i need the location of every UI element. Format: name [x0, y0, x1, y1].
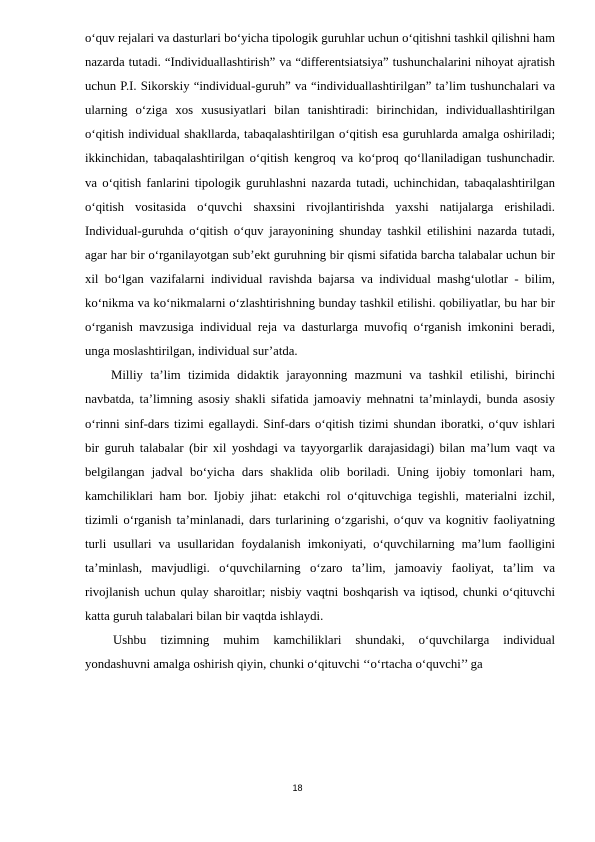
paragraph-3: Ushbu tizimning muhim kamchiliklari shundaki, o‘quvchilarga individual yondashuvni amalga oshirish qiyin, chunki o‘qituvchi ‘‘o‘rtacha o‘quvchi’’ ga [85, 633, 555, 672]
paragraph-1: o‘quv rejalari va dasturlari bo‘yicha tipologik guruhlar uchun o‘qitishni tashkil qilishni ham nazarda tutadi. “Individuallashtirish” va “differentsiatsiya” tushunchalarini nihoyat ajratish uchun P.I. Sikorskiy “individual-guruh” va “individuallashtirilgan” ta’lim tushunchalari va ularning o‘ziga xos xususiyatlari bilan tanishtiradi: birinchidan, individuallashtirilgan o‘qitish individual shakllarda, tabaqalashtirilgan o‘qitish esa guruhlarda amalga oshiriladi; ikkinchidan, tabaqalashtirilgan o‘qitish kengroq va ko‘proq qo‘llaniladigan tushunchadir. va o‘qitish fanlarini tipologik guruhlashni nazarda tutadi, uchinchidan, tabaqalashtirilgan o‘qitish vositasida o‘quvchi shaxsini rivojlantirishda yaxshi natijalarga erishiladi. Individual-guruhda o‘qitish o‘quv jarayonining shunday tashkil etilishini nazarda tutadi, agar har bir o‘rganilayotgan sub’ekt guruhning bir qismi sifatida barcha talabalar uchun bir xil bo‘lgan vazifalarni individual ravishda bajarsa va individual mashg‘ulotlar - bilim, ko‘nikma va ko‘nikmalarni o‘zlashtirishning bunday tashkil etilishi. qobiliyatlar, bu har bir o‘rganish mavzusiga individual reja va dasturlarga muvofiq o‘rganish imkonini beradi, unga moslashtirilgan, individual sur’atda. [85, 31, 555, 359]
body-text [85, 26, 555, 677]
page-number: 18 [292, 783, 303, 793]
paragraph-2: Milliy ta’lim tizimida didaktik jarayonning mazmuni va tashkil etilishi, birinchi navbatda, ta’limning asosiy shakli sifatida jamoaviy mehnatni ta’minlaydi, bunda asosiy o‘rinni sinf-dars tizimi egallaydi. Sinf-dars o‘qitish tizimi shundan iboratki, o‘quv ishlari bir guruh talabalar (bir xil yoshdagi va tayyorgarlik darajasidagi) bilan ma’lum vaqt va belgilangan jadval bo‘yicha dars shaklida olib boriladi. Uning ijobiy tomonlari ham, kamchiliklari ham bor. Ijobiy jihat: etakchi rol o‘qituvchiga tegishli, materialni izchil, tizimli o‘rganish ta’minlanadi, dars turlarining o‘zgarishi, o‘quv va kognitiv faoliyatning turli usullari va usullaridan foydalanish imkoniyati, o‘quvchilarning ma’lum faolligini ta’minlash, mavjudligi. o‘quvchilarning o‘zaro ta’lim, jamoaviy faoliyat, ta’lim va rivojlanish uchun qulay sharoitlar; nisbiy vaqtni boshqarish va iqtisod, chunki o‘qituvchi katta guruh talabalari bilan bir vaqtda ishlaydi. [85, 368, 555, 624]
